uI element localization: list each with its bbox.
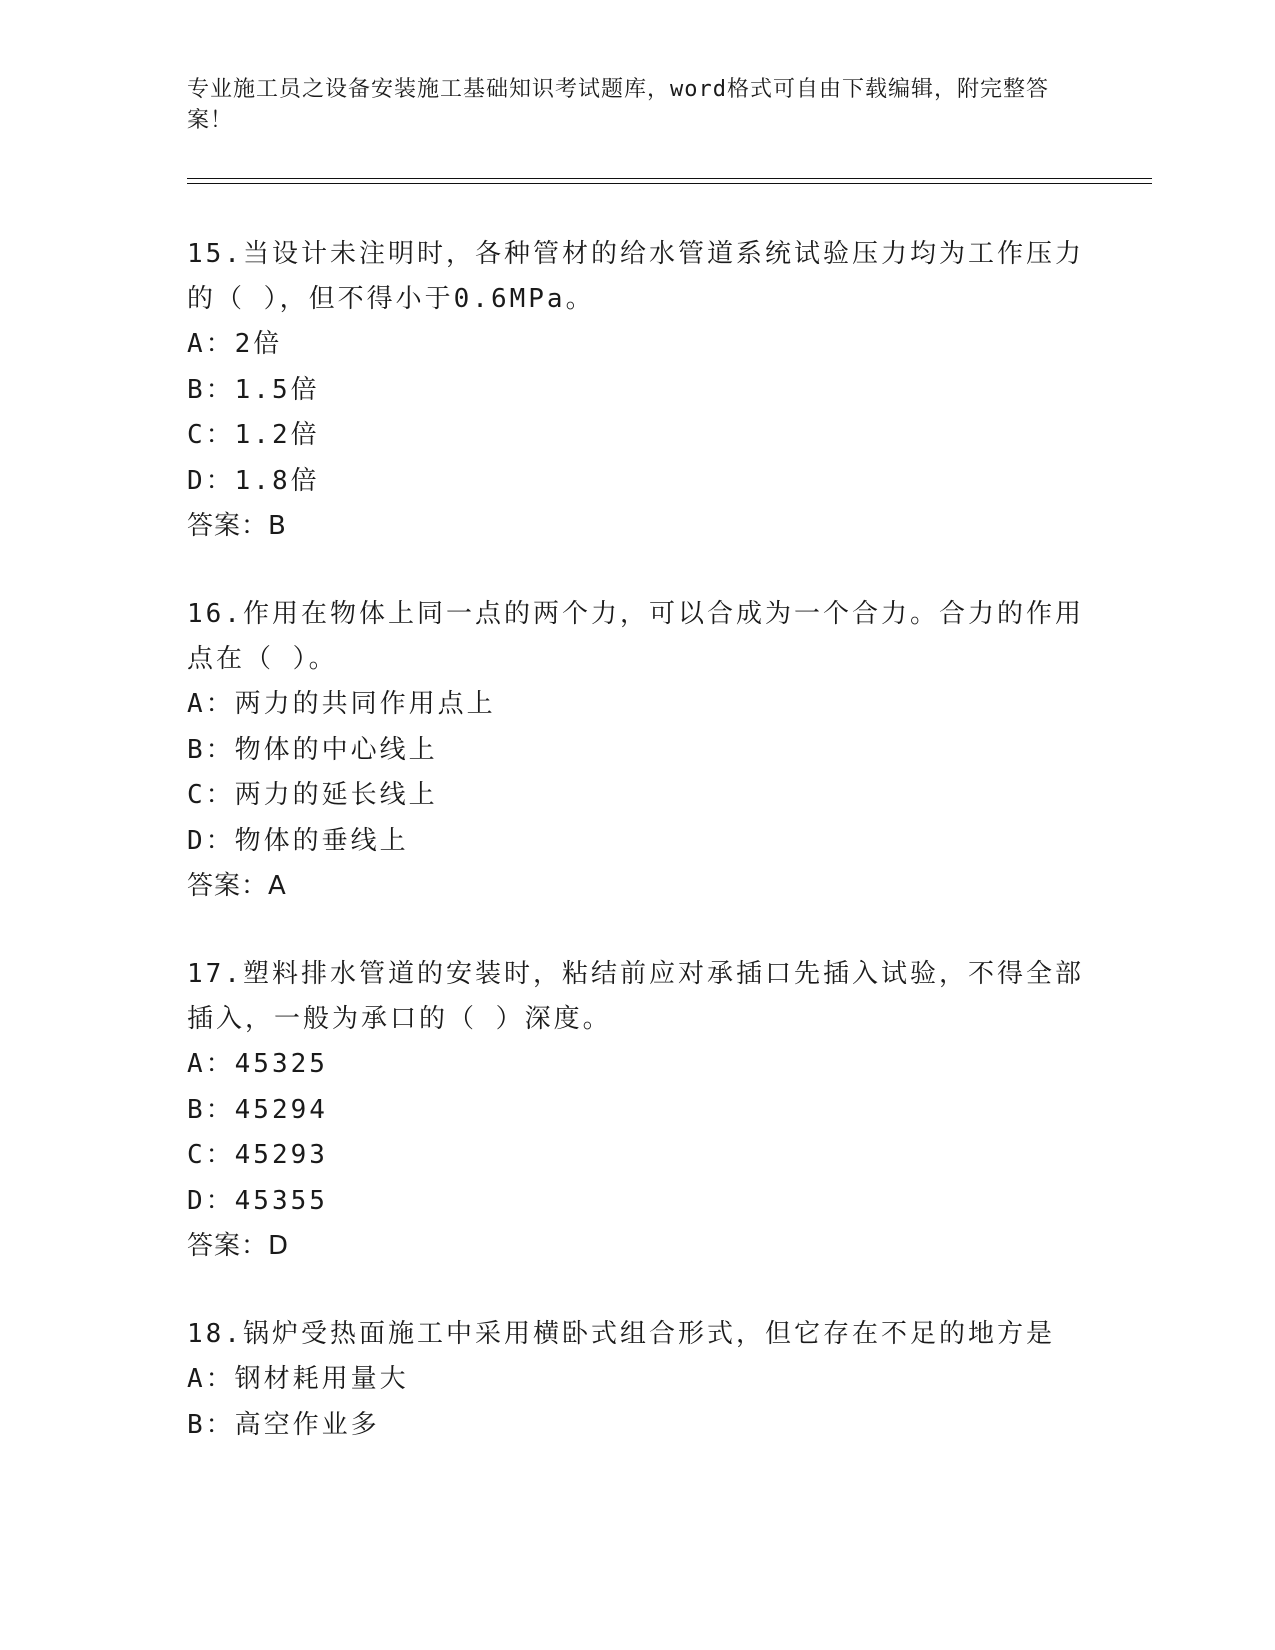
question-block [187,592,1087,909]
option-b: B：高空作业多 [187,1409,380,1440]
option-c: C：1.2倍 [187,420,320,450]
question-text: 18.锅炉受热面施工中采用横卧式组合形式，但它存在不足的地方是 [187,1319,1055,1349]
option-d: D：1.8倍 [187,465,320,496]
option-a: A：钢材耗用量大 [187,1364,409,1394]
option-c: C：45293 [187,1140,328,1170]
option-c: C：两力的延长线上 [187,780,438,810]
header-divider-bottom [187,183,1152,184]
option-a: A：2倍 [187,329,283,359]
question-block [187,232,1087,549]
answer-line: 答案：D [187,1231,290,1261]
question-block [187,1312,1087,1448]
option-d: D：45355 [187,1185,328,1216]
option-b: B：45294 [187,1094,328,1125]
question-text: 15.当设计未注明时，各种管材的给水管道系统试验压力均为工作压力的（ ），但不得小于0.6MPa。 [187,239,1084,314]
question-block [187,952,1087,1269]
answer-line: 答案：B [187,511,287,541]
question-text: 17.塑料排水管道的安装时，粘结前应对承插口先插入试验，不得全部插入，一般为承口的（ ）深度。 [187,959,1084,1034]
option-b: B：1.5倍 [187,374,320,405]
option-a: A：45325 [187,1049,328,1079]
header-divider-top [187,178,1152,179]
option-d: D：物体的垂线上 [187,825,409,856]
document-header: 专业施工员之设备安装施工基础知识考试题库，word格式可自由下载编辑，附完整答案！ [187,77,1049,133]
option-b: B：物体的中心线上 [187,734,438,765]
question-text: 16.作用在物体上同一点的两个力，可以合成为一个合力。合力的作用点在（ ）。 [187,599,1084,674]
option-a: A：两力的共同作用点上 [187,689,496,719]
answer-line: 答案：A [187,871,287,901]
